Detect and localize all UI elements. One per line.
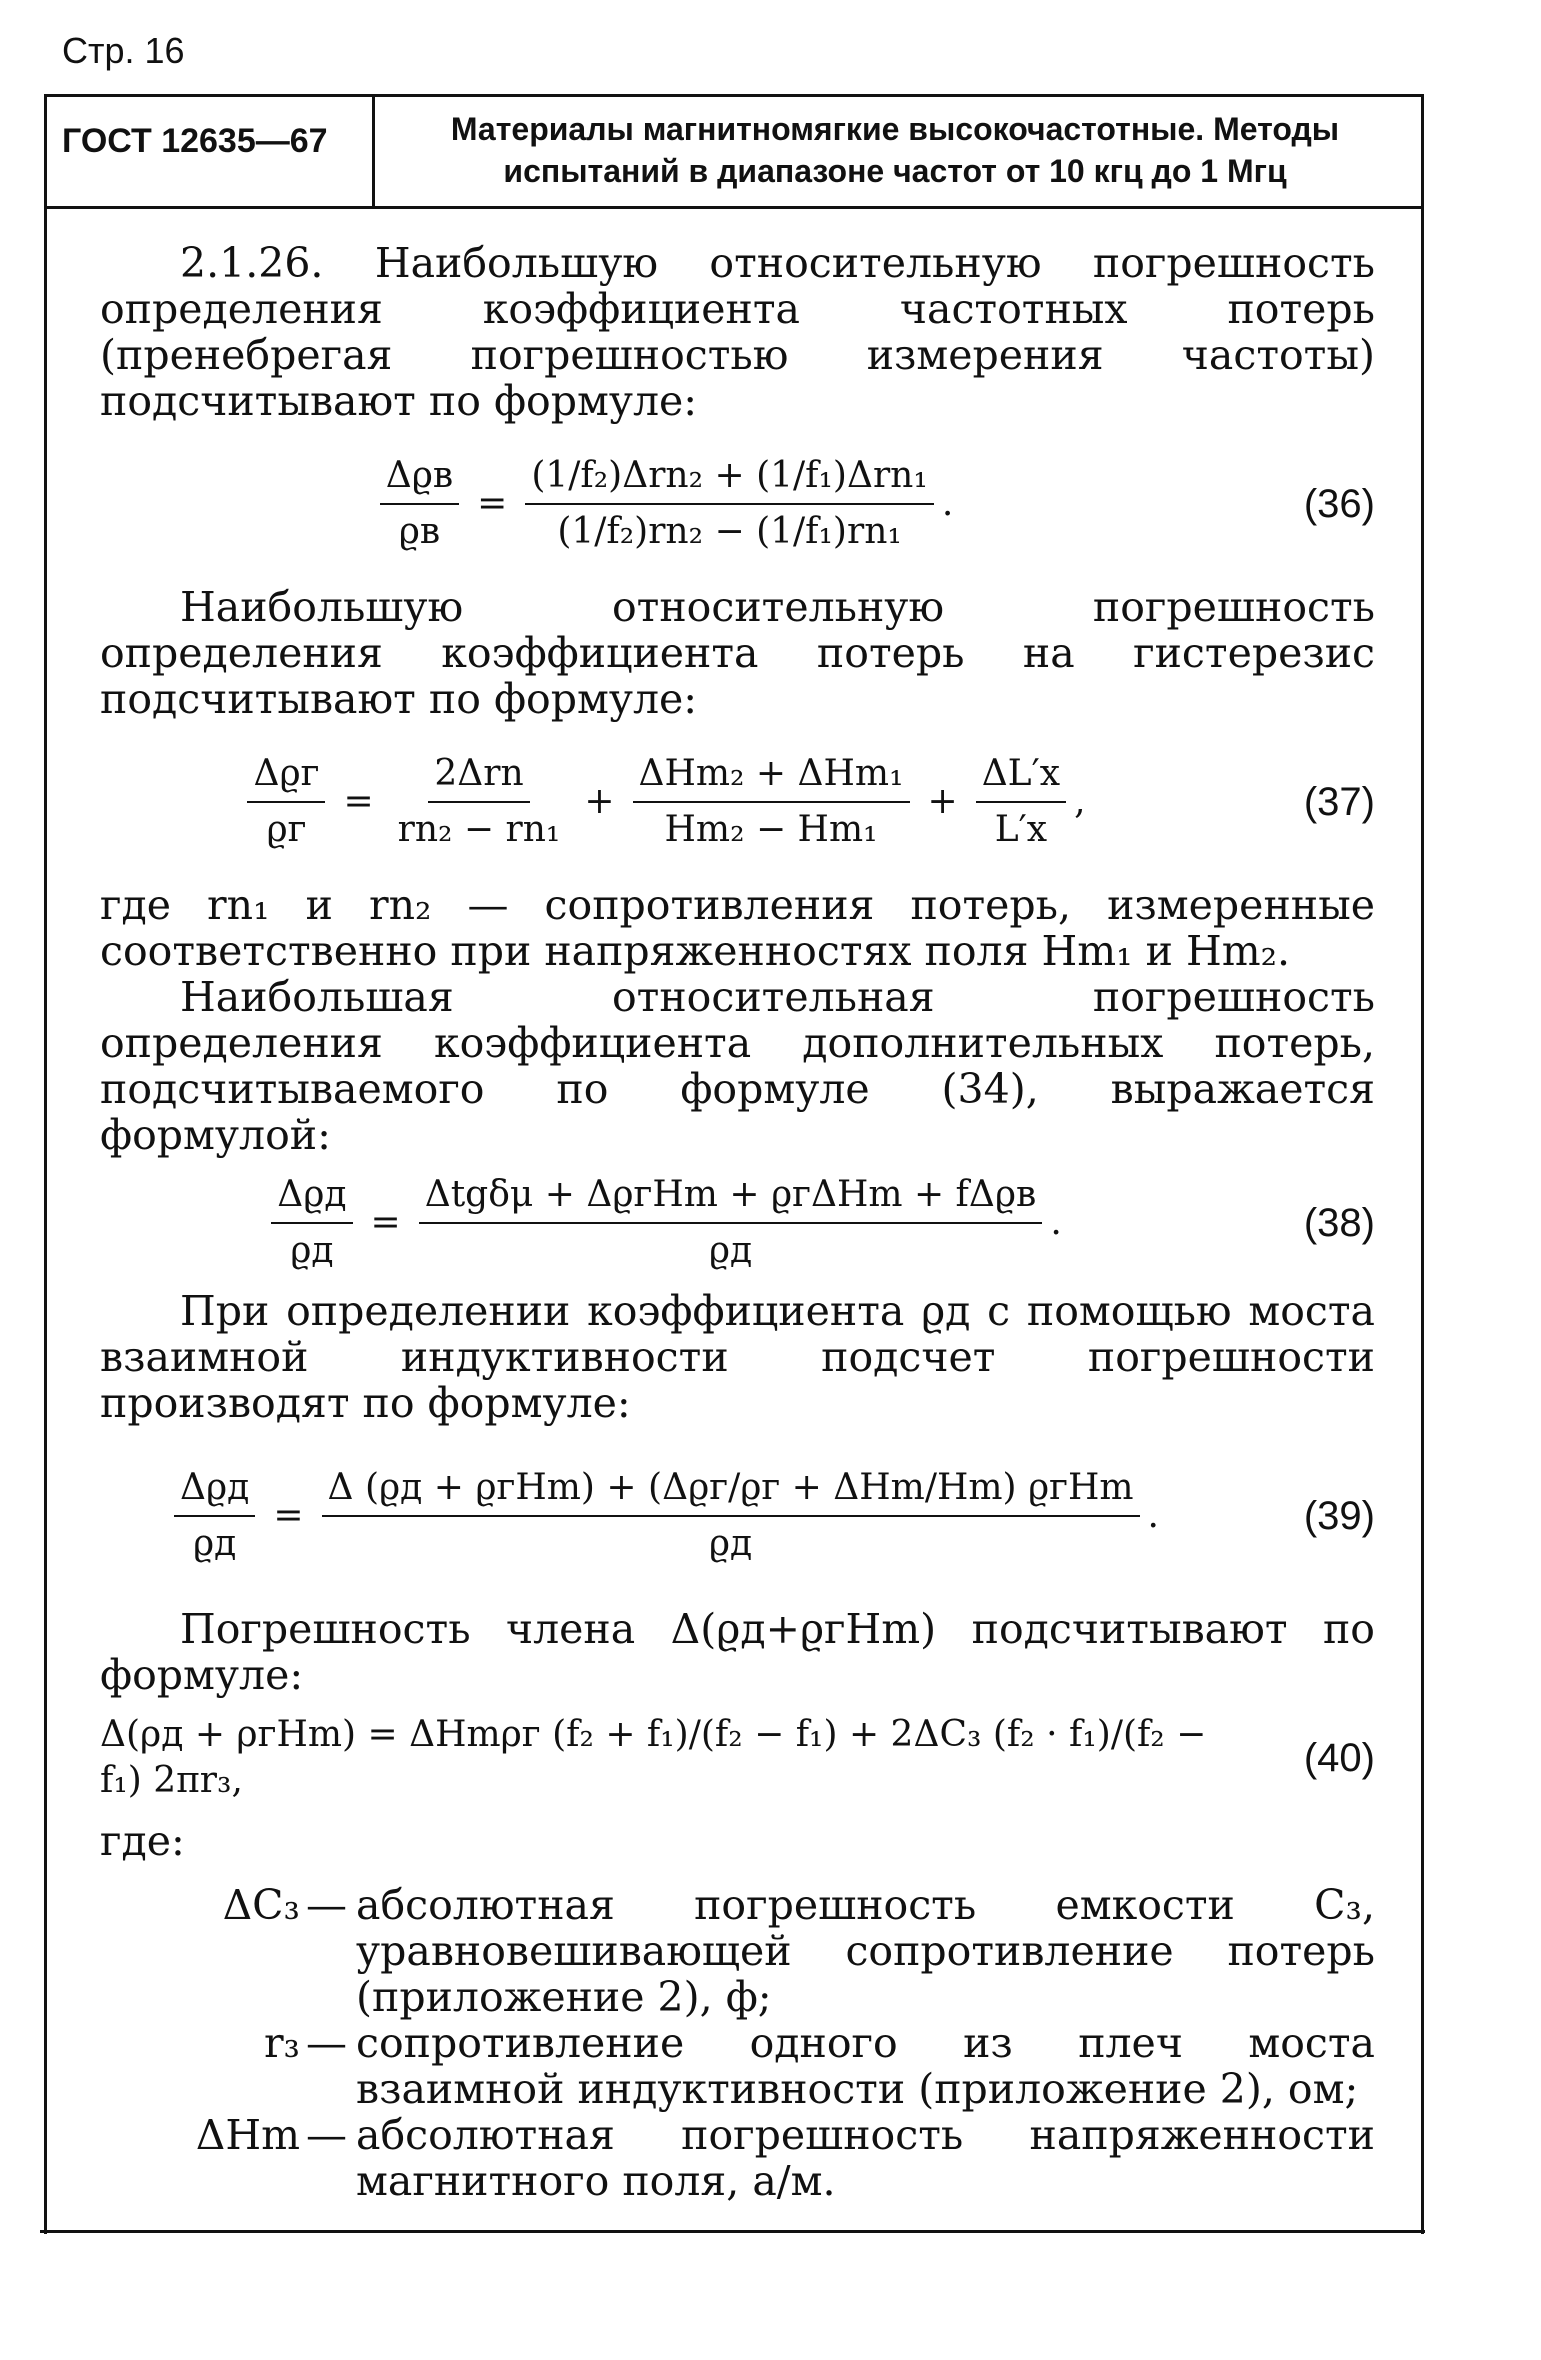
paragraph-1: 2.1.26. Наибольшую относительную погрешность определения коэффициента частотных потерь (пренебрегая погрешностью измерения частоты) подсчитывают по формуле: — [100, 239, 1375, 425]
equation-number-39: (39) — [1303, 1494, 1375, 1538]
equation-39: $\frac{\text{Δϱд}}{ϱд}$ = $\frac{\text{Δ (ϱд + ϱгHm) + (Δϱг/ϱг + ΔHm/Hm) ϱгHm}}{ϱд}$ . (39) — [100, 1426, 1375, 1606]
definition-symbol: ΔC₃ — [222, 1881, 300, 1929]
standard-title: Материалы магнитномягкие высокочастотные. Методы испытаний в диапазоне частот от 10 кгц до 1 Мгц — [450, 111, 1340, 189]
definition-symbol: r₃ — [263, 2019, 300, 2067]
eq37-t1-num: 2Δrn — [428, 751, 529, 803]
eq37-t1-den: rn₂ − rn₁ — [397, 809, 561, 850]
eq39-lhs-den: ϱд — [192, 1523, 237, 1564]
eq37-t2-num: ΔHm₂ + ΔHm₁ — [633, 751, 910, 803]
eq36-lhs-den: ϱв — [398, 511, 441, 552]
equation-number-38: (38) — [1303, 1201, 1375, 1245]
equation-number-36: (36) — [1303, 482, 1375, 526]
equation-37: $\frac{\text{Δϱг}}{ϱг}$ = $\frac{\text{2Δrn}}{\text{rn₂ − rn₁}}$ + $\frac{\text{ΔHm₂ + ΔHm₁}}{\text{Hm₂ − Hm₁}}$ + $\frac{\Delta L'x}{L'x}$ , (37) — [100, 722, 1375, 882]
eq39-lhs-num: Δϱд — [174, 1465, 255, 1517]
paragraph-4: Наибольшая относительная погрешность определения коэффициента дополнительных потерь, подсчитываемого по формуле (34), выражается формулой: — [100, 973, 1375, 1159]
eq38-lhs-num: Δϱд — [271, 1172, 352, 1224]
definition-dash: — — [306, 1881, 347, 1929]
page-number: Стр. 16 — [62, 30, 185, 71]
equation-40 — [100, 1698, 1375, 1818]
paragraph-5: При определении коэффициента ϱд с помощью моста взаимной индуктивности подсчет погрешности производят по формуле: — [100, 1287, 1375, 1427]
definition-text: абсолютная погрешность напряженности магнитного поля, а/м. — [356, 2111, 1375, 2205]
definition-dash: — — [306, 2019, 347, 2067]
eq38-rhs-den: ϱд — [708, 1230, 753, 1271]
definition-dash: — — [306, 2111, 347, 2159]
eq37-t2-den: Hm₂ − Hm₁ — [664, 809, 878, 850]
equation-36: $\frac{\text{Δϱв}}{ϱв}$ = $\frac{\text{(1/f₂)Δrn₂ + (1/f₁)Δrn₁}}{\text{(1/f₂)rn₂ − (1/f₁)rn₁}}$ . (36) — [100, 424, 1375, 584]
paragraph-7: где: — [100, 1817, 185, 1865]
paragraph-6: Погрешность члена Δ(ϱд+ϱгHm) подсчитывают по формуле: — [100, 1605, 1375, 1699]
eq40-text: Δ(ρд + ρгHm) = ΔHmρг (f₂ + f₁)/(f₂ − f₁) + 2ΔC₃ (f₂ · f₁)/(f₂ − f₁) 2πr₃, — [100, 1714, 1207, 1801]
equation-38: $\frac{\text{Δϱд}}{ϱд}$ = $\frac{\text{Δtgδμ + ΔϱгHm + ϱгΔHm + fΔϱв}}{ϱд}$ . (38) — [100, 1158, 1375, 1288]
eq37-t3-num: ΔL′x — [976, 751, 1066, 803]
definition-row — [100, 1882, 1375, 2020]
equation-number-37: (37) — [1303, 780, 1375, 824]
definition-symbol: ΔHm — [195, 2111, 300, 2159]
eq37-t3-den: L′x — [994, 809, 1048, 850]
definition-row — [100, 2020, 1375, 2112]
eq36-rhs-den: (1/f₂)rn₂ − (1/f₁)rn₁ — [557, 511, 902, 552]
eq38-rhs-num: Δtgδμ + ΔϱгHm + ϱгΔHm + fΔϱв — [419, 1172, 1043, 1224]
standard-code: ГОСТ 12635—67 — [62, 122, 328, 160]
definition-row — [100, 2112, 1375, 2204]
eq37-lhs-num: Δϱг — [247, 751, 325, 803]
definition-text: абсолютная погрешность емкости C₃, уравновешивающей сопротивление потерь (приложение 2), ф; — [356, 1881, 1375, 2021]
eq36-lhs-num: Δϱв — [380, 453, 459, 505]
eq39-rhs-den: ϱд — [708, 1523, 753, 1564]
eq38-lhs-den: ϱд — [290, 1230, 334, 1271]
page-bottom-rule — [40, 2230, 1425, 2233]
document-body — [100, 240, 1375, 2204]
definition-text: сопротивление одного из плеч моста взаимной индуктивности (приложение 2), ом; — [356, 2019, 1375, 2113]
eq36-rhs-num: (1/f₂)Δrn₂ + (1/f₁)Δrn₁ — [525, 453, 933, 505]
eq37-lhs-den: ϱг — [266, 809, 307, 850]
equation-number-40: (40) — [1303, 1736, 1375, 1780]
definitions-list — [100, 1882, 1375, 2204]
paragraph-2: Наибольшую относительную погрешность определения коэффициента потерь на гистерезис подсчитывают по формуле: — [100, 583, 1375, 723]
paragraph-3: где rn₁ и rn₂ — сопротивления потерь, измеренные соответственно при напряженностях поля Hm₁ и Hm₂. — [100, 881, 1375, 975]
eq39-rhs-num: Δ (ϱд + ϱгHm) + (Δϱг/ϱг + ΔHm/Hm) ϱгHm — [322, 1465, 1140, 1517]
